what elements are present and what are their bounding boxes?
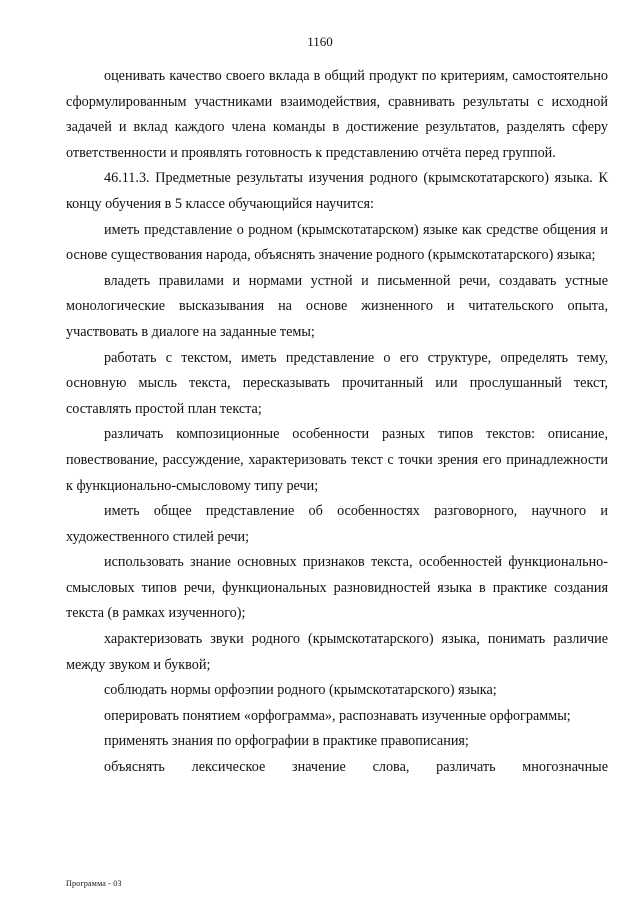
- paragraph-section-46-11-3: 46.11.3. Предметные результаты изучения родного (крымскотатарского) языка. К концу обучения в 5 классе обучающийся научится:: [66, 170, 608, 212]
- paragraph-orthogram: оперировать понятием «орфограмма», распознавать изученные орфограммы;: [104, 707, 571, 724]
- paragraph-text-features: использовать знание основных признаков текста, особенностей функционально-смысловых типов речи, функциональных разновидностей языка в практике создания текста (в рамках изученного);: [66, 554, 608, 622]
- page-number: 1160: [307, 34, 333, 49]
- paragraph-lexical-meaning: объяснять лексическое значение слова, различать многозначные: [104, 759, 608, 776]
- paragraph-collaboration-assessment: оценивать качество своего вклада в общий продукт по критериям, самостоятельно сформулированным участниками взаимодействия, сравнивать результаты с исходной задачей и вклад каждого члена команды в достижение результатов, разделять сферу ответственности и проявлять готовность к представлению отчёта перед группой.: [66, 68, 608, 161]
- paragraph-sounds-letters: характеризовать звуки родного (крымскотатарского) языка, понимать различие между звуком и буквой;: [66, 631, 608, 673]
- paragraph-native-language-concept: иметь представление о родном (крымскотатарском) языке как средстве общения и основе существования народа, объяснять значение родного (крымскотатарского) языка;: [66, 221, 608, 264]
- paragraph-text-types: различать композиционные особенности разных типов текстов: описание, повествование, рассуждение, характеризовать текст с точки зрения его принадлежности к функционально-смысловому типу речи;: [66, 426, 608, 494]
- footer-label: Программа - 03: [66, 879, 122, 888]
- paragraph-speech-norms: владеть правилами и нормами устной и письменной речи, создавать устные монологические высказывания на основе жизненного и читательского опыта, участвовать в диалоге на заданные темы;: [66, 272, 608, 340]
- paragraph-text-work: работать с текстом, иметь представление о его структуре, определять тему, основную мысль текста, пересказывать прочитанный или прослушанный текст, составлять простой план текста;: [66, 349, 608, 417]
- document-body: [66, 64, 608, 781]
- paragraph-orthoepy: соблюдать нормы орфоэпии родного (крымскотатарского) языка;: [104, 682, 497, 699]
- paragraph-orthography: применять знания по орфографии в практике правописания;: [104, 733, 469, 750]
- paragraph-speech-styles: иметь общее представление об особенностях разговорного, научного и художественного стилей речи;: [66, 503, 608, 545]
